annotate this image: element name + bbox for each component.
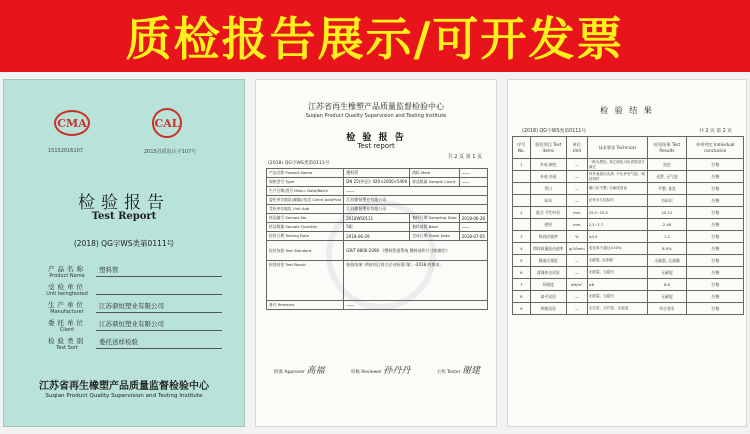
results-report-number: (2018) QG字WS类第0111号 [522,129,587,134]
results-cell [513,195,531,207]
report-cell-label: 抽样日期 Sampling Date [410,214,460,223]
field-label-zh: 检验类别 [48,337,86,345]
report-cell-label: 样品数量 Sample Quantity [267,223,344,232]
report-org-en: Suqian Product Quality Supervision and Testing Institute [305,113,447,119]
tester-label: 主检 Tester [436,370,461,375]
cover-field [42,301,222,319]
results-row [513,159,744,171]
report-cell-value: 2018-07-05 [459,232,487,241]
report-cell-value: —— [344,187,488,196]
field-value: 江苏鼎恒塑业有限公司 [96,301,222,313]
approver-signature: 高福 [306,366,325,376]
field-label-zh: 受检单位 [48,283,86,291]
results-cell: 合格 [687,279,744,291]
banner [0,0,750,72]
results-cell: 无破裂、无裂纹 [587,267,647,279]
results-cell: 8 [513,291,531,303]
cover-org-en: Suqian Product Quality Supervision and Testing Institute [45,393,203,399]
report-table [266,168,488,310]
results-row [513,171,744,183]
results-cell: 合格 [687,255,744,267]
report-cell-label: 备注 Remarks [267,301,344,310]
cma-number: 15152016107 [48,148,83,154]
report-cell-value: 5根 [344,223,410,232]
results-cell: 9 [513,303,531,315]
results-cell: 烘箱试验 [530,303,566,315]
results-row [513,219,744,231]
report-number: (2018) QG字WS类第0111号 [268,161,330,166]
report-cell-value: 江苏鼎恒塑业有限公司 [344,205,488,214]
results-cell: 2.3~2.7 [587,219,647,231]
report-cell-label: 检验依据 Test Standard [267,241,344,261]
field-label-zh: 产品名称 [48,265,86,273]
results-row [513,291,744,303]
field-value: 塑料管 [96,265,222,277]
cover-field [42,319,222,337]
results-cell: 合格 [687,231,744,243]
cover-field [42,337,222,355]
report-row [267,261,488,301]
results-cell: 6 [513,267,531,279]
results-cell: 变化率不超过±20% [587,243,647,255]
results-cell: 静液压强度 [530,255,566,267]
results-cell: 配合 平均外径 [530,207,566,219]
field-label-en: Test Sort [56,345,78,351]
photo-area [0,72,750,434]
report-row [267,232,488,241]
results-header-cell: 检验项目 Test items [530,137,566,159]
report-cell-label: 检验日期 Testing Date [267,232,344,241]
field-value: 江苏鼎恒塑业有限公司 [96,319,222,331]
signature-row [266,363,488,376]
cma-seal-icon: CMA [54,110,90,136]
results-cell: 7 [513,279,531,291]
report-row [267,241,488,261]
results-cell: 外观 杂质 [530,171,566,183]
results-cell: 1.2 [647,231,687,243]
results-cell: 5 [513,255,531,267]
results-cell: 无破裂 [647,291,687,303]
report-cell-value: 江苏鼎恒塑业有限公司 [344,196,488,205]
results-cell: — [567,171,588,183]
results-cell: — [567,195,588,207]
results-cell: 熔体质量流动速率 [530,243,566,255]
results-cell: mm [567,207,588,219]
report-cell-label: 检验结论 Test Result [267,261,344,301]
results-cell: 内外表面应光滑, 不允许有气泡、明显划伤 [587,171,647,183]
cover-report-number: (2018) QG字WS类第0111号 [73,239,175,248]
results-title: 检 验 结 果 [600,106,654,115]
results-cell: 合格 [687,243,744,255]
report-cell-label: 产品名称 Product Name [267,169,344,178]
report-cell-label: 委托单位地址(邮编)/电话 Client Add/Post [267,196,344,205]
results-cell: 有标识 [647,195,687,207]
results-cell: 25.0~25.3 [587,207,647,219]
results-cell: 合格 [687,219,744,231]
results-row [513,255,744,267]
report-row [267,178,488,187]
field-label-zh: 委托单位 [48,319,86,327]
results-cell: ≤3.0 [587,231,647,243]
report-cell-value: 2018-06-29 [344,232,410,241]
report-cell-value: DN 25(外径): 420×2000×5400 [344,178,410,187]
field-label-zh: 生产单位 [48,301,86,309]
results-cell: — [567,183,588,195]
cover-subtitle: Test Report [91,211,157,222]
results-cell: 纵向回缩率 [530,231,566,243]
results-cell: 1 [513,159,531,171]
results-cell: 光滑, 无气泡 [647,171,687,183]
results-cell: % [567,231,588,243]
results-cell: 8.0% [647,243,687,255]
results-page [507,79,747,427]
report-cell-value: —— [459,178,487,187]
results-row [513,303,744,315]
results-cell: 2.48 [647,219,687,231]
results-cell: 扁平试验 [530,291,566,303]
report-cell-label: 规格型号 Type [267,178,344,187]
report-cell-value: —— [344,301,488,310]
results-cell: 无破裂、无裂纹 [587,291,647,303]
results-table [512,136,744,315]
results-cell: mm [567,219,588,231]
results-cell: 合格 [687,267,744,279]
report-cell-label: 样品数量 Sample Count [410,178,460,187]
report-row [267,169,488,178]
report-row [267,214,488,223]
results-cell: 壁厚 [530,219,566,231]
cover-fields [42,265,222,355]
results-cell: 管口 [530,183,566,195]
results-cell: kN/m² [567,279,588,291]
results-cell: 合格 [687,171,744,183]
report-cell-value: 检验结果: 所检项目符合企业标准 Q/...-2018 的要求。 [344,261,488,301]
report-row [267,187,488,196]
field-value [96,283,222,295]
report-row [267,223,488,232]
report-cell-label: 生产日期/批号 Manu. Date/Batch [267,187,344,196]
cover-field [42,265,222,283]
report-cover [3,79,245,427]
results-row [513,267,744,279]
report-cell-label: 样品编号 Sample No. [267,214,344,223]
report-page-number: 共 2 页 第 1 页 [447,154,482,160]
results-row [513,183,744,195]
results-cell: 平整, 垂直 [647,183,687,195]
results-cell: 黑色 [647,159,687,171]
tester-signature: 谢建 [461,366,480,376]
results-cell: — [567,303,588,315]
results-cell: ≥8 [587,279,647,291]
cal-seal-icon: CAL [152,108,182,138]
field-value: 委托送样检验 [96,337,222,349]
results-cell: — [567,291,588,303]
results-row [513,207,744,219]
results-cell: 环刚度 [530,279,566,291]
report-cell-label: 受检单位地址 Unit Add [267,205,344,214]
results-header-cell: 单位 Unit [567,137,588,159]
approver-label: 批准 Approver [274,370,306,375]
results-cell [513,171,531,183]
results-cell: g/10min [567,243,588,255]
results-cell: 2 [513,207,531,219]
banner-title: 质检报告展示/可开发票 [125,12,625,66]
report-cell-label: 商标 Mark [410,169,460,178]
results-cell: 4 [513,243,531,255]
results-cell [513,183,531,195]
results-page-number: 共 2 页 第 2 页 [699,129,732,134]
field-label-en: Product Name [49,273,85,279]
results-cell: 合格 [687,291,744,303]
results-cell: 无破裂, 无渗漏 [647,255,687,267]
results-cell: 外观 颜色 [530,159,566,171]
results-header-cell: 单项判定 Individual conclusion [687,137,744,159]
results-cell: 合格 [687,207,744,219]
field-label-en: Client [59,327,75,333]
results-cell: 无破裂, 无渗漏 [587,255,647,267]
results-cell: 一般为黑色, 其它颜色可由供需双方商定 [587,159,647,171]
report-org: 江苏省再生橡塑产品质量监督检验中心 [308,102,444,111]
field-label-en: Manufacturer [50,309,84,315]
report-cell-label: 完成日期 Finish Date [410,232,460,241]
results-cell [513,219,531,231]
report-title-en: Test report [357,142,395,150]
results-cell: 落锤冲击试验 [530,267,566,279]
results-cell: — [567,255,588,267]
field-label-en: Unit beingtested [46,291,88,297]
results-header-cell: 检验结果 Test Results [647,137,687,159]
results-cell: 合格 [687,303,744,315]
reviewer-signature: 孙丹丹 [383,366,411,376]
report-cell-value: 2018WS0111 [344,214,410,223]
report-row [267,301,488,310]
reviewer-label: 审核 Reviewer [350,370,382,375]
results-row [513,243,744,255]
results-row [513,231,744,243]
report-cell-value: GB/T 8806-2008 《塑料管道系统 塑料部件尺寸的测定》 [344,241,488,261]
report-row [267,205,488,214]
results-cell: 25.12 [647,207,687,219]
report-cell-value: 塑料管 [344,169,410,178]
results-cell: 合格 [687,195,744,207]
results-cell: — [567,159,588,171]
results-header-cell: 技术要求 Technical [587,137,647,159]
cover-org: 江苏省再生橡塑产品质量监督检验中心 [39,381,209,392]
results-cell: 无破裂 [647,267,687,279]
results-cell: 合格 [687,159,744,171]
results-cell: — [567,267,588,279]
report-cell-value: —— [459,169,487,178]
results-cell: 标识 [530,195,566,207]
report-cell-label: 抽样基数 Base [410,223,460,232]
cal-number: 2015苏质监认字107号 [144,149,197,155]
results-row [513,279,744,291]
results-cell: 端口应平整, 与轴线垂直 [587,183,647,195]
results-cell: 合格 [687,183,744,195]
results-row [513,195,744,207]
results-cell: 8.6 [647,279,687,291]
report-row [267,196,488,205]
cover-title: 检验报告 [78,193,170,213]
report-page [255,79,497,427]
report-cell-value: 2018-06-28 [459,214,487,223]
cover-field [42,283,222,301]
results-cell: 符合要求 [647,303,687,315]
results-cell: 3 [513,231,531,243]
report-cell-value: —— [459,223,487,232]
results-header-cell: 序号 No. [513,137,531,159]
results-cell: 无分层、无开裂、无起泡 [587,303,647,315]
results-cell: 应有永久性标识 [587,195,647,207]
report-title: 检 验 报 告 [346,133,406,143]
